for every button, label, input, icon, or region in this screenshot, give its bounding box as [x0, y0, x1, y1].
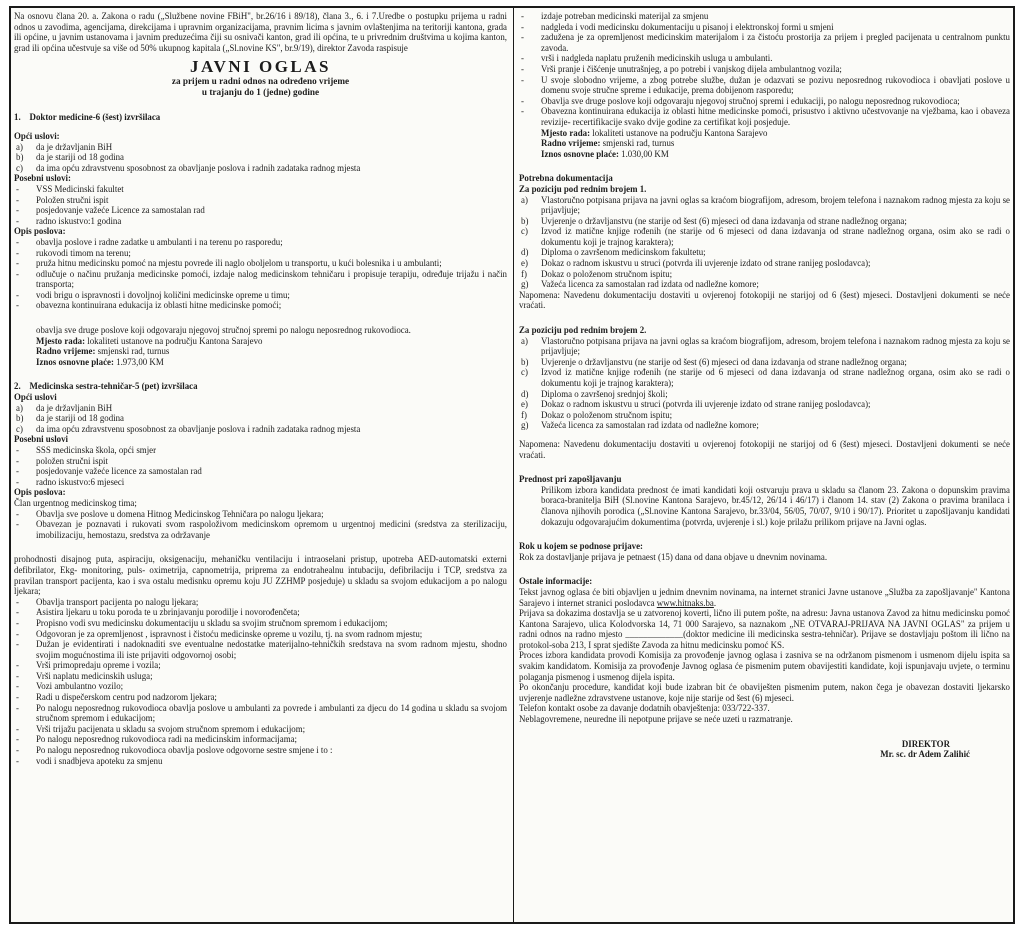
list-item: d) Diploma o završenom medicinskom fakultetu; — [521, 247, 706, 258]
list-item: - vrši i nadgleda naplatu pruženih medicinskih usluga u ambulanti. — [521, 53, 773, 64]
list-item: - posjedovanje važeće Licence za samostalan rad — [16, 205, 205, 216]
signature-role: DIREKTOR — [901, 738, 950, 749]
list-item: - Položen stručni ispit — [16, 194, 109, 205]
list-item: - radno iskustvo:6 mjeseci — [16, 476, 125, 487]
pos2-duties-list-b — [14, 597, 507, 767]
list-item: - Dužan je evidentirati i nadoknaditi sve eventualne nedostatke materijalno-tehničkih sredstava na svom radnom mjestu, shodno svojim mogućnostima ili iste prijaviti odgovornoj osobi; — [16, 639, 507, 660]
pos1-general-heading: Opći uslovi: — [14, 130, 60, 141]
list-item: - odlučuje o načinu pružanja medicinske pomoći, izdaje nalog medicinskom tehničaru i propisuje terapiju, određuje trijažu i način transporta; — [16, 268, 507, 290]
list-item: - vodi brigu o ispravnosti i dovoljnoj količini medicinske opreme u timu; — [16, 289, 290, 300]
list-item: f) Dokaz o položenom stručnom ispitu; — [521, 268, 673, 279]
pos2-duties-paragraph: prohodnosti disajnog puta, aspiraciju, oksigenaciju, mehaničku ventilaciju i intraoselani pristup, upotreba AED-automatski externi defibrilator, Ekg- monitoring, puls- oximetrija, capnometrija, priprema za endotrahealnu intubaciju, defibrilaciju i TCP, sredstva za pravilan transport pacijenta, kao i sva ostalu medisnku opremu koju JU ZZHMP posjeduje) u skladu sa svojom edukacijom a po nalogu ljekara; — [14, 554, 507, 597]
list-item: b) da je stariji od 18 godina — [16, 152, 124, 163]
list-item: - U svoje slobodno vrijeme, a zbog potrebe službe, dužan je odazvati se pozivu neposrednog rukovodioca i obavljati poslove u domenu svoje stručne spreme i edukacije, prema dobijenom rasporedu; — [521, 74, 1010, 96]
list-item: e) Dokaz o radnom iskustvu u struci (potvrda ili uvjerenje izdato od strane ranijeg poslodavca); — [521, 258, 871, 269]
other-info-p5: Telefon kontakt osobe za davanje dodatnih obavještenja: 033/722-337. — [519, 703, 770, 714]
deadline-heading: Rok u kojem se podnose prijave: — [519, 541, 644, 552]
pos2-duties-heading: Opis poslova: — [14, 487, 66, 498]
list-item: - obavezna kontinuirana edukacija iz oblasti hitne medicinske pomoći; — [16, 300, 282, 311]
column-divider — [513, 8, 514, 922]
list-item: - položen stručni ispit — [16, 455, 108, 466]
list-item: - Propisno vodi svu medicinsku dokumentaciju u skladu sa svojim stručnom spremom i edukacijom; — [16, 617, 388, 628]
list-item: - Po nalogu neposrednog rukovodioca radi na medicinskim informacijama; — [16, 734, 298, 745]
list-item: g) Važeća licenca za samostalan rad izdata od nadležne komore; — [521, 420, 759, 431]
list-item: - Obavlja transport pacijenta po nalogu ljekara; — [16, 596, 199, 607]
other-info-p2: Prijava sa dokazima dostavlja se u zatvorenoj koverti, lično ili putem pošte, na adresu: Javna ustanova Zavod za hitnu medicinsku pomoć Kantona Sarajevo, ulica Kolodvorska 14, 71 000 Sarajevo, sa naznakom „NE OTVARAJ-PRIJAVA NA JAVNI OGLAS" za prijem u radni odnos na radno mjesto _____________(doktor medicine ili medicinska sestra-tehničar). Prijave se dostavljaju poštom ili lično na protokol-soba 213, I sprat sjedište Zavoda za hitnu medicinsku pomoć KS. — [519, 608, 1010, 650]
list-item: - Vozi ambulantno vozilo; — [16, 681, 124, 692]
docs-pos2-heading: Za poziciju pod rednim brojem 2. — [519, 325, 647, 336]
list-item: a) da je državljanin BiH — [16, 402, 113, 413]
list-item: - pruža hitnu medicinsku pomoć na mjestu povrede ili naglo oboljelom u transportu, u kući bolesnika i u ambulanti; — [16, 258, 442, 269]
announcement-subtitle-1: za prijem u radni odnos na određeno vrijeme — [171, 76, 350, 87]
list-item: c) Izvod iz matične knjige rođenih (ne starije od 6 mjeseci od dana izdavanja od strane nadležnog organa, osim ako se radi o dokumentu koji je trajnog karaktera); — [521, 226, 1010, 247]
other-info-p6: Neblagovremene, neuredne ili nepotpune prijave se neće uzeti u razmatranje. — [519, 714, 793, 725]
list-item: - radno iskustvo:1 godina — [16, 215, 122, 226]
list-item: - Obavlja sve poslove u domena Hitnog Medicinskog Tehničara po nalogu ljekara; — [16, 508, 324, 519]
list-item: - nadgleda i vodi medicinsku dokumentaciju u pisanoj i elektronskoj formi u smjeni — [521, 21, 834, 32]
list-item: d) Diploma o završenoj srednjoj školi; — [521, 388, 668, 399]
list-item: b) Uvjerenje o državljanstvu (ne starije od šest (6) mjeseci od dana izdavanja od strane nadležnog organa; — [521, 215, 907, 226]
left-column — [14, 11, 507, 766]
list-item: - Vrši pranje i čišćenje unutrašnjeg, a po potrebi i vanjskog dijela ambulantnog vozila; — [521, 63, 842, 74]
job-announcement-page — [9, 6, 1015, 924]
list-item: - Obavezna kontinuirana edukacija iz oblasti hitne medicinske pomoći, prisustvo i aktivno učestvovanje na vježbama, kao i obaveza revizije- recertifikacije svako dvije godine za certifikat koji posjeduje. — [521, 106, 1010, 127]
pos1-time: Radno vrijeme: smjenski rad, turnus — [36, 346, 170, 357]
announcement-title: JAVNI OGLAS — [189, 57, 332, 77]
pos1-general-list — [14, 142, 507, 174]
list-item: - Po nalogu neposrednog rukovodioca obavlja poslove odgovorne sestre smjene i to : — [16, 745, 333, 756]
intro-paragraph: Na osnovu člana 20. a. Zakona o radu („Službene novine FBiH", br.26/16 i 89/18), člana 3., 6. i 7.Uredbe o postupku prijema u radni odnos u zavodima, agencijama, direkcijama i upravnim organizacijama, pravnim licima s javnim ovlaštenjima na teritoriji kantona, grada ili općine, u javnim ustanovama i javnim preduzećima čiji su osnivači kanton, grad ili općina, te u privrednim društvima u kojima kanton, grad ili općina učestvuje sa više od 50% ukupnog kapitala („Sl.novine KS", br.9/19), direktor Zavoda raspisuje — [14, 11, 507, 53]
list-item: c) Izvod iz matične knjige rođenih (ne starije od 6 mjeseci od dana izdavanja od strane nadležnog organa, osim ako se radi o dokumentu koji je trajnog karaktera); — [521, 367, 1010, 388]
list-item: f) Dokaz o položenom stručnom ispitu; — [521, 409, 673, 420]
list-item: b) Uvjerenje o državljanstvu (ne starije od šest (6) mjeseci od dana izdavanja od strane nadležnog organa; — [521, 356, 907, 367]
list-item: - izdaje potreban medicinski materijal za smjenu — [521, 11, 709, 21]
priority-text: Prilikom izbora kandidata prednost će imati kandidati koji ostvaruju prava u skladu sa članom 23. Zakona o dopunskim pravima boraca-branitelja BiH (Sl.novine Kantona Sarajevo, br.45/12, 26/14 i 46/17) i članom 14. stav (2) Zakona o pravima branilaca i članova njihovih porodica („Sl.novine Kantona Sarajevo, br.33/04, 56/05, 70/07, 9/10 i 90/17). Prioritet u zapošljavanju kandidati dokazuju odgovarajućim dokumentima (potvrda, uvjerenje i sl.) koje prilažu prilikom prijave na Javni oglas. — [541, 484, 1010, 527]
list-item: a) da je državljanin BiH — [16, 141, 113, 152]
pos1-special-list — [14, 184, 507, 226]
pos2-duties-list-c — [519, 11, 1010, 128]
pos1-special-heading: Posebni uslovi: — [14, 173, 71, 184]
list-item: e) Dokaz o radnom iskustvu u struci (potvrda ili uvjerenje izdato od strane ranijeg poslodavca); — [521, 399, 871, 410]
signature-name: Mr. sc. dr Adem Zalihić — [880, 749, 970, 760]
employer-website-link[interactable]: www.hitnaks.ba — [656, 597, 714, 608]
list-item: - Radi u dispečerskom centru pod nadzorom ljekara; — [16, 692, 217, 703]
list-item: a) Vlastoručno potpisana prijava na javni oglas sa kraćom biografijom, adresom, brojem telefona i naznakom radnog mjesta za koju se prijavljuje; — [521, 335, 1010, 357]
list-item: - Vrši trijažu pacijenata u skladu sa svojom stručnom spremom i edukacijom; — [16, 723, 306, 734]
pos1-duties-list — [14, 237, 507, 311]
other-info-p4: Po okončanju procedure, kandidat koji bude izabran bit će obaviješten pismenim putem, nakon čega je obavezan dostaviti ljekarsko uvjerenje nadležne zdravstvene ustanove, koje nije starije od šest (6) mjeseci. — [519, 682, 1010, 703]
position-2-title: 2. Medicinska sestra-tehničar-5 (pet) izvršilaca — [14, 381, 198, 392]
deadline-text: Rok za dostavljanje prijava je petnaest (15) dana od dana objave u dnevnim novinama. — [519, 551, 828, 562]
list-item: - VSS Medicinski fakultet — [16, 183, 124, 194]
docs-pos2-note: Napomena: Navedenu dokumentaciju dostaviti u ovjerenoj fotokopiji ne starijoj od 6 (šest) mjeseci. Dostavljeni dokumenti se neće vraćati. — [519, 438, 1010, 460]
pos2-place: Mjesto rada: lokaliteti ustanove na području Kantona Sarajevo — [541, 127, 768, 138]
list-item: - Po nalogu neposrednog rukovodioca obavlja poslove u ambulanti za povrede i ambulanti za djecu do 14 godina u skladu sa svojom stručnom spremom i edukacijom; — [16, 702, 507, 724]
list-item: b) da je stariji od 18 godina — [16, 413, 124, 424]
list-item: - Obavezan je poznavati i rukovati svom raspoloživom medicinskom opremom u urgentnoj medicini (sredstva za sterilizaciju, imobilizaciju, hemostazu, sredstva za održavanje — [16, 519, 507, 540]
list-item: - Vrši primopredaju opreme i vozila; — [16, 660, 161, 671]
right-column — [519, 11, 1010, 760]
pos2-general-heading: Opći uslovi — [14, 392, 57, 403]
pos2-special-list — [14, 445, 507, 487]
pos2-salary: Iznos osnovne plaće: 1.030,00 KM — [541, 148, 669, 159]
pos2-duties-intro: Član urgentnog medicinskog tima; — [14, 497, 137, 508]
list-item: - SSS medicinska škola, opći smjer — [16, 445, 157, 455]
list-item: a) Vlastoručno potpisana prijava na javni oglas sa kraćom biografijom, adresom, brojem telefona i naznakom radnog mjesta za koju se prijavljuje; — [521, 194, 1010, 216]
docs-pos1-note: Napomena: Navedenu dokumentaciju dostaviti u ovjerenoj fotokopiji ne starijoj od 6 (šest) mjeseci. Dostavljeni dokumenti se neće vraćati. — [519, 289, 1010, 311]
list-item: - Asistira ljekaru u toku poroda te u zbrinjavanju porodilje i novorođenčeta; — [16, 607, 300, 618]
list-item: - zadužena je za opremljenost medicinskim materijalom i za čistoću prostorija za prijem i pregled pacijenata u centralnom punktu zavoda. — [521, 32, 1010, 53]
pos1-place: Mjesto rada: lokaliteti ustanove na području Kantona Sarajevo — [36, 335, 263, 346]
other-info-heading: Ostale informacije: — [519, 576, 593, 587]
list-item: c) da ima opću zdravstvenu sposobnost za obavljanje poslova i radnih zadataka radnog mjesta — [16, 423, 361, 434]
pos1-duty-last: obavlja sve druge poslove koji odgovaraju njegovoj stručnoj spremi po nalogu neposrednog rukovodioca. — [36, 325, 411, 336]
other-info-p1: Tekst javnog oglasa će biti objavljen u jednim dnevnim novinama, na internet stranici Javne ustanove „Služba za zapošljavanje" Kantona Sarajevo i internet stranici poslodavca www.hitnaks.ba. — [519, 586, 1010, 608]
list-item: - Odgovoran je za opremljenost , ispravnost i čistoću medicinske opreme u vozilu, tj. na svom radnom mjestu; — [16, 628, 423, 639]
docs-pos2-list — [519, 336, 1010, 431]
pos2-duties-list-a — [14, 509, 507, 541]
list-item: - posjedovanje važeće licence za samostalan rad — [16, 466, 202, 477]
list-item: - rukovodi timom na terenu; — [16, 247, 131, 258]
pos2-general-list — [14, 403, 507, 435]
other-info-p3: Proces izbora kandidata provodi Komisija za provođenje javnog oglasa i zasniva se na održanom pismenom i usmenom dijelu ispita sa svakim kandidatom. Komisija za provođenje Javnog oglasa će pismenim putem obavijestiti kandidate, koji ispunjavaju uvjete, o terminu polaganja pismenog i usmenog dijela ispita. — [519, 650, 1010, 682]
priority-heading: Prednost pri zapošljavanju — [519, 474, 622, 485]
announcement-subtitle-2: u trajanju do 1 (jedne) godine — [201, 87, 320, 98]
pos1-duties-heading: Opis poslova: — [14, 226, 66, 237]
list-item: c) da ima opću zdravstvenu sposobnost za obavljanje poslova i radnih zadataka radnog mjesta — [16, 162, 361, 173]
pos1-salary: Iznos osnovne plaće: 1.973,00 KM — [36, 356, 164, 367]
documents-heading: Potrebna dokumentacija — [519, 173, 613, 184]
docs-pos1-heading: Za poziciju pod rednim brojem 1. — [519, 183, 647, 194]
list-item: - obavlja poslove i radne zadatke u ambulanti i na terenu po rasporedu; — [16, 236, 283, 247]
list-item: g) Važeća licenca za samostalan rad izdata od nadležne komore; — [521, 279, 759, 290]
docs-pos1-list — [519, 195, 1010, 290]
list-item: - Obavlja sve druge poslove koji odgovaraju njegovoj stručnoj spremi i edukaciji, po nalogu neposrednog rukovodioca; — [521, 95, 960, 106]
pos2-time: Radno vrijeme: smjenski rad, turnus — [541, 138, 675, 149]
list-item: - vodi i snadbjeva apoteku za smjenu — [16, 755, 163, 766]
pos2-special-heading: Posebni uslovi — [14, 434, 69, 445]
position-1-title: 1. Doktor medicine-6 (šest) izvršilaca — [14, 112, 161, 123]
list-item: - Vrši naplatu medicinskih usluga; — [16, 670, 153, 681]
